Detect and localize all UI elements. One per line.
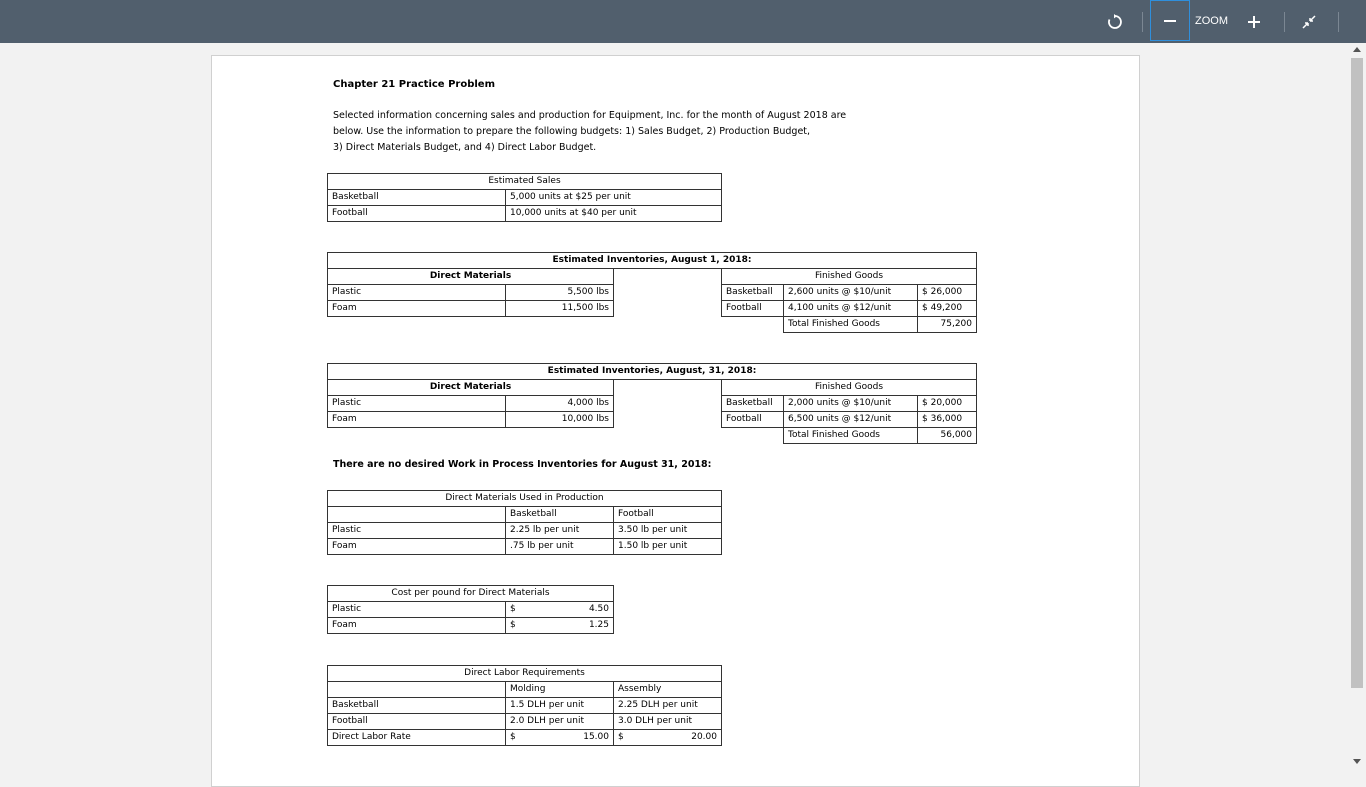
table-row — [328, 539, 722, 555]
table-row — [328, 618, 614, 634]
row-value: 10,000 units at $40 per unit — [506, 206, 722, 222]
row-desc: 6,500 units @ $12/unit — [784, 412, 918, 428]
wip-note: There are no desired Work in Process Inventories for August 31, 2018: — [333, 459, 712, 470]
inventories-aug31-title: Estimated Inventories, August, 31, 2018: — [328, 364, 977, 380]
row-value: 5,000 units at $25 per unit — [506, 190, 722, 206]
viewer-toolbar — [0, 0, 1366, 43]
row-desc: 2,600 units @ $10/unit — [784, 285, 918, 301]
row-value: 1.5 DLH per unit — [506, 698, 614, 714]
row-label: Basketball — [722, 396, 784, 412]
row-value: $ 26,000 — [918, 285, 977, 301]
dm-used-title: Direct Materials Used in Production — [328, 491, 722, 507]
row-label: Foam — [328, 618, 506, 634]
row-value: 10,000 lbs — [506, 412, 614, 428]
row-value: $ 36,000 — [918, 412, 977, 428]
row-desc: 2,000 units @ $10/unit — [784, 396, 918, 412]
row-label: Plastic — [328, 396, 506, 412]
row-label: Plastic — [328, 285, 506, 301]
row-label: Direct Labor Rate — [328, 730, 506, 746]
scroll-down-arrow-icon[interactable] — [1353, 759, 1361, 764]
table-row — [328, 301, 977, 317]
row-value: $ 20.00 — [614, 730, 722, 746]
zoom-label: ZOOM — [1195, 15, 1228, 27]
toolbar-divider — [1338, 12, 1339, 32]
dm-used-table — [327, 490, 722, 555]
inventories-aug1-title: Estimated Inventories, August 1, 2018: — [328, 253, 977, 269]
row-label: Football — [722, 301, 784, 317]
row-label: Plastic — [328, 523, 506, 539]
row-value: 2.25 lb per unit — [506, 523, 614, 539]
row-value: 2.25 DLH per unit — [614, 698, 722, 714]
column-header: Molding — [506, 682, 614, 698]
row-label: Football — [722, 412, 784, 428]
table-row — [328, 714, 722, 730]
direct-materials-header: Direct Materials — [328, 380, 614, 396]
row-value: $ 49,200 — [918, 301, 977, 317]
fit-screen-icon — [1301, 14, 1317, 30]
row-label: Plastic — [328, 602, 506, 618]
cost-per-pound-table — [327, 585, 614, 634]
table-row — [328, 412, 977, 428]
document-page — [211, 55, 1140, 787]
direct-labor-title: Direct Labor Requirements — [328, 666, 722, 682]
row-value: 5,500 lbs — [506, 285, 614, 301]
column-header: Assembly — [614, 682, 722, 698]
finished-goods-header: Finished Goods — [722, 380, 977, 396]
row-value: .75 lb per unit — [506, 539, 614, 555]
row-label: Foam — [328, 412, 506, 428]
intro-line-2: below. Use the information to prepare the following budgets: 1) Sales Budget, 2) Production Budget, — [333, 126, 811, 137]
table-row — [328, 206, 722, 222]
row-value: 2.0 DLH per unit — [506, 714, 614, 730]
table-row — [328, 698, 722, 714]
row-value: 3.50 lb per unit — [614, 523, 722, 539]
intro-line-1: Selected information concerning sales and production for Equipment, Inc. for the month of August 2018 are — [333, 110, 847, 121]
column-header: Basketball — [506, 507, 614, 523]
total-value: 75,200 — [918, 317, 977, 333]
total-value: 56,000 — [918, 428, 977, 444]
toolbar-divider — [1142, 12, 1143, 32]
finished-goods-header: Finished Goods — [722, 269, 977, 285]
inventories-aug1-table — [327, 252, 977, 333]
document-viewer[interactable] — [0, 43, 1348, 768]
row-value: $ 1.25 — [506, 618, 614, 634]
table-row — [328, 396, 977, 412]
table-row — [328, 428, 977, 444]
plus-icon — [1247, 15, 1261, 29]
row-value: $ 15.00 — [506, 730, 614, 746]
estimated-sales-table — [327, 173, 722, 222]
scroll-thumb[interactable] — [1351, 58, 1363, 688]
table-row — [328, 285, 977, 301]
row-value: 4,000 lbs — [506, 396, 614, 412]
row-label: Foam — [328, 301, 506, 317]
toolbar-divider — [1284, 12, 1285, 32]
intro-line-3: 3) Direct Materials Budget, and 4) Direct Labor Budget. — [333, 142, 597, 153]
table-row — [328, 317, 977, 333]
scroll-up-arrow-icon[interactable] — [1353, 47, 1361, 52]
direct-materials-header: Direct Materials — [328, 269, 614, 285]
page-title: Chapter 21 Practice Problem — [333, 79, 495, 90]
row-value: 3.0 DLH per unit — [614, 714, 722, 730]
row-value: $ 20,000 — [918, 396, 977, 412]
row-value: $ 4.50 — [506, 602, 614, 618]
zoom-in-button[interactable] — [1240, 0, 1268, 43]
fit-screen-button[interactable] — [1296, 0, 1322, 43]
row-label: Football — [328, 714, 506, 730]
estimated-sales-title: Estimated Sales — [328, 174, 722, 190]
reset-button[interactable] — [1098, 0, 1132, 43]
table-row — [328, 602, 614, 618]
cost-per-pound-title: Cost per pound for Direct Materials — [328, 586, 614, 602]
reset-icon — [1107, 14, 1123, 30]
column-header: Football — [614, 507, 722, 523]
table-row — [328, 190, 722, 206]
row-value: 1.50 lb per unit — [614, 539, 722, 555]
total-label: Total Finished Goods — [784, 317, 918, 333]
table-row — [328, 523, 722, 539]
row-label: Basketball — [722, 285, 784, 301]
row-label: Basketball — [328, 190, 506, 206]
row-label: Football — [328, 206, 506, 222]
row-desc: 4,100 units @ $12/unit — [784, 301, 918, 317]
row-value: 11,500 lbs — [506, 301, 614, 317]
inventories-aug31-table — [327, 363, 977, 444]
row-label: Foam — [328, 539, 506, 555]
minus-icon — [1163, 14, 1177, 28]
total-label: Total Finished Goods — [784, 428, 918, 444]
table-row — [328, 730, 722, 746]
direct-labor-table — [327, 665, 722, 746]
vertical-scrollbar[interactable] — [1348, 43, 1366, 768]
zoom-out-button[interactable] — [1150, 0, 1190, 41]
row-label: Basketball — [328, 698, 506, 714]
